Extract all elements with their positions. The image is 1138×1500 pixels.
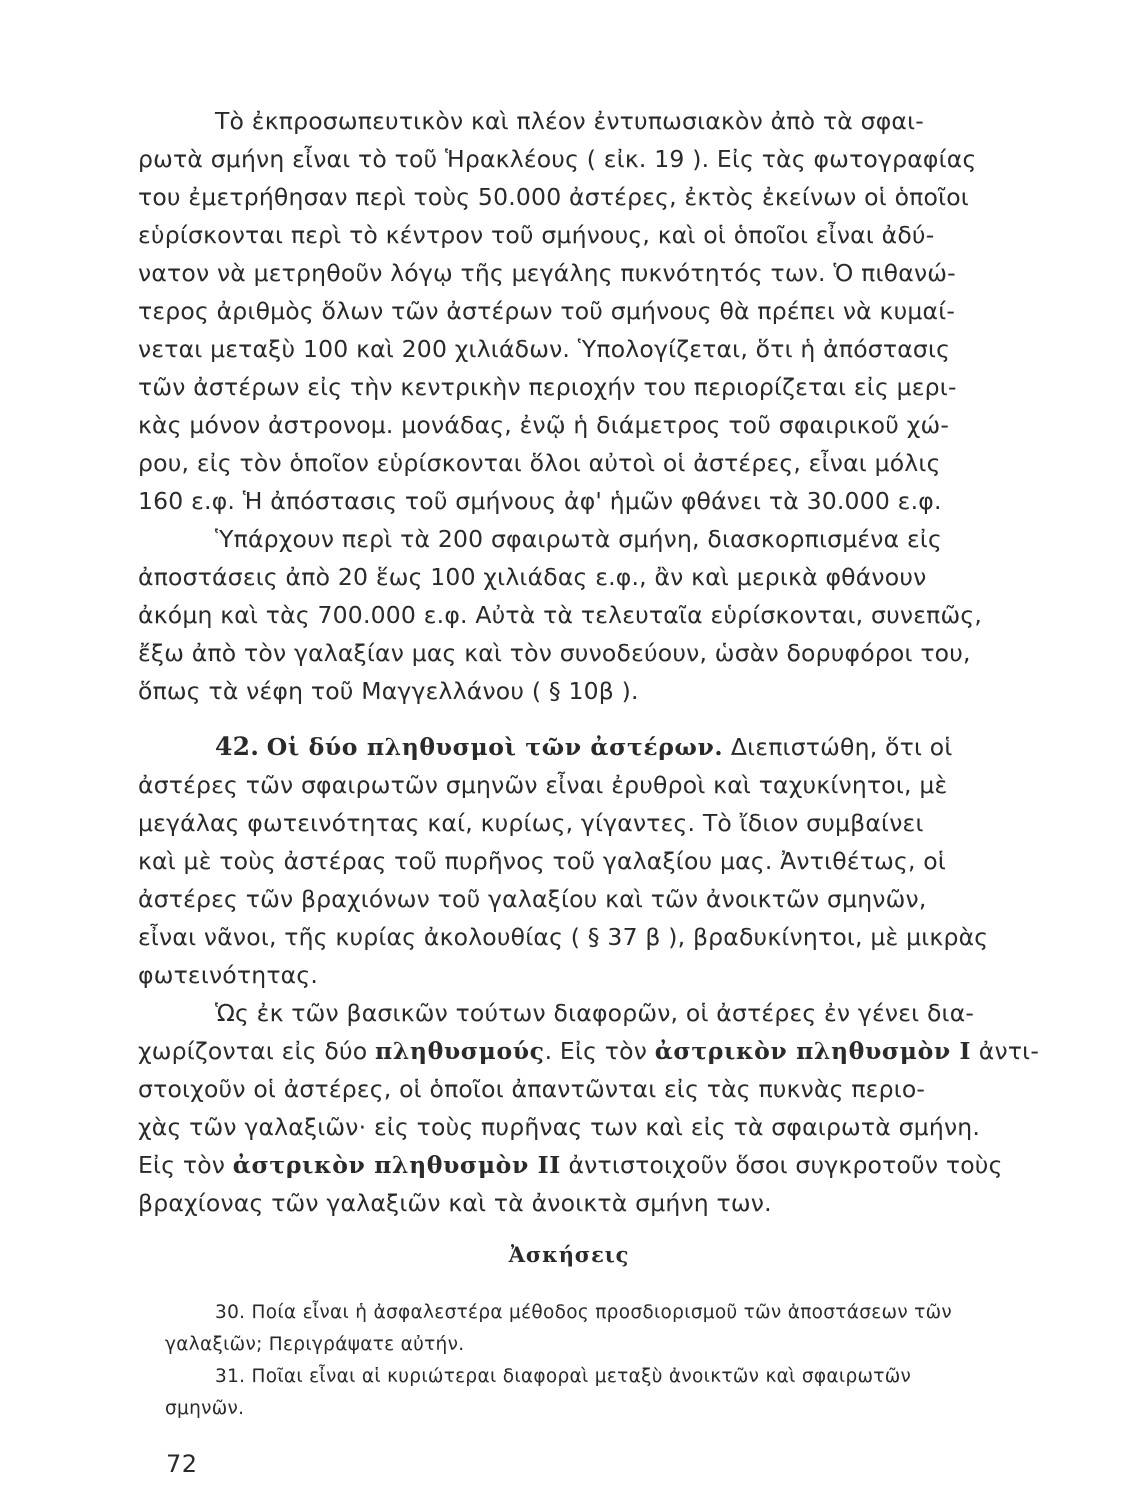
section-title: Οἱ δύο πληθυσμοὶ τῶν ἀστέρων. — [266, 733, 724, 761]
text-line: ἔξω ἀπὸ τὸν γαλαξίαν μας καὶ τὸν συνοδεύουν, ὡσὰν δορυφόροι του, — [138, 639, 971, 667]
bold-term: ἀστρικὸν πληθυσμὸν Ι — [654, 1037, 972, 1065]
section-number: 42. — [215, 732, 260, 761]
text-line — [138, 1034, 1040, 1068]
text-line: τῶν ἀστέρων εἰς τὴν κεντρικὴν περιοχήν του περιορίζεται εἰς μερι- — [138, 373, 957, 401]
text-line: κὰς μόνον ἀστρονομ. μονάδας, ἐνῷ ἡ διάμετρος τοῦ σφαιρικοῦ χώ- — [138, 411, 950, 439]
text-line: Τὸ ἐκπροσωπευτικὸν καὶ πλέον ἐντυπωσιακὸν ἀπὸ τὰ σφαι- — [215, 107, 924, 135]
text-span: ἀντι- — [971, 1037, 1040, 1065]
text-line: Ὡς ἐκ τῶν βασικῶν τούτων διαφορῶν, οἱ ἀστέρες ἐν γένει δια- — [215, 999, 975, 1027]
text-line: του ἐμετρήθησαν περὶ τοὺς 50.000 ἀστέρες, ἐκτὸς ἐκείνων οἱ ὁποῖοι — [138, 183, 969, 211]
text-line: ὅπως τὰ νέφη τοῦ Μαγγελλάνου ( § 10β ). — [138, 677, 639, 705]
text-span: Εἰς τὸν — [138, 1151, 233, 1179]
text-line: φωτεινότητας. — [138, 961, 319, 989]
bold-term: ἀστρικὸν πληθυσμὸν ΙΙ — [232, 1151, 561, 1179]
exercise-line: σμηνῶν. — [165, 1398, 245, 1419]
text-span: ἀντιστοιχοῦν ὅσοι συγκροτοῦν τοὺς — [560, 1151, 1003, 1179]
text-line: ἀποστάσεις ἀπὸ 20 ἕως 100 χιλιάδας ε.φ., ἂν καὶ μερικὰ φθάνουν — [138, 563, 927, 591]
text-line: στοιχοῦν οἱ ἀστέρες, οἱ ὁποῖοι ἀπαντῶνται εἰς τὰς πυκνὰς περιο- — [138, 1075, 926, 1103]
text-line: καὶ μὲ τοὺς ἀστέρας τοῦ πυρῆνος τοῦ γαλαξίου μας. Ἀντιθέτως, οἱ — [138, 847, 947, 875]
exercise-line: 30. Ποία εἶναι ἡ ἀσφαλεστέρα μέθοδος προσδιορισμοῦ τῶν ἀποστάσεων τῶν — [215, 1302, 953, 1323]
text-line: μεγάλας φωτεινότητας καί, κυρίως, γίγαντες. Τὸ ἴδιον συμβαίνει — [138, 809, 924, 837]
text-line: ἀκόμη καὶ τὰς 700.000 ε.φ. Αὐτὰ τὰ τελευταῖα εὑρίσκονται, συνεπῶς, — [138, 601, 983, 629]
text-line: εὑρίσκονται περὶ τὸ κέντρον τοῦ σμήνους, καὶ οἱ ὁποῖοι εἶναι ἀδύ- — [138, 221, 935, 249]
text-line: ἀστέρες τῶν σφαιρωτῶν σμηνῶν εἶναι ἐρυθροὶ καὶ ταχυκίνητοι, μὲ — [138, 771, 948, 799]
text-line: εἶναι νᾶνοι, τῆς κυρίας ἀκολουθίας ( § 37 β ), βραδυκίνητοι, μὲ μικρὰς — [138, 923, 989, 951]
exercise-line: 31. Ποῖαι εἶναι αἱ κυριώτεραι διαφοραὶ μεταξὺ ἀνοικτῶν καὶ σφαιρωτῶν — [215, 1366, 912, 1387]
text-line — [138, 1148, 1018, 1182]
bold-term: πληθυσμούς — [375, 1037, 545, 1065]
text-line: νατον νὰ μετρηθοῦν λόγῳ τῆς μεγάλης πυκνότητός των. Ὁ πιθανώ- — [138, 259, 956, 287]
heading-line-text: Διεπιστώθη, ὅτι οἱ — [730, 733, 953, 761]
text-line: ρωτὰ σμήνη εἶναι τὸ τοῦ Ἡρακλέους ( εἰκ. 19 ). Εἰς τὰς φωτογραφίας — [138, 145, 977, 173]
text-span: χωρίζονται εἰς δύο — [138, 1037, 376, 1065]
text-line: βραχίονας τῶν γαλαξιῶν καὶ τὰ ἀνοικτὰ σμήνη των. — [138, 1189, 772, 1217]
text-span: . Εἰς τὸν — [544, 1037, 655, 1065]
page-number: 72 — [166, 1450, 198, 1478]
exercises-title: Ἀσκήσεις — [508, 1242, 630, 1267]
text-line: ἀστέρες τῶν βραχιόνων τοῦ γαλαξίου καὶ τῶν ἀνοικτῶν σμηνῶν, — [138, 885, 927, 913]
section-heading-line — [215, 730, 1018, 764]
text-line: 160 ε.φ. Ἡ ἀπόστασις τοῦ σμήνους ἀφ' ἡμῶν φθάνει τὰ 30.000 ε.φ. — [138, 487, 942, 515]
text-line: τερος ἀριθμὸς ὅλων τῶν ἀστέρων τοῦ σμήνους θὰ πρέπει νὰ κυμαί- — [138, 297, 956, 325]
text-line: Ὑπάρχουν περὶ τὰ 200 σφαιρωτὰ σμήνη, διασκορπισμένα εἰς — [215, 525, 943, 553]
exercise-line: γαλαξιῶν; Περιγράψατε αὐτήν. — [165, 1334, 465, 1355]
text-line: χὰς τῶν γαλαξιῶν· εἰς τοὺς πυρῆνας των καὶ εἰς τὰ σφαιρωτὰ σμήνη. — [138, 1113, 981, 1141]
text-line: ρου, εἰς τὸν ὁποῖον εὑρίσκονται ὅλοι αὐτοὶ οἱ ἀστέρες, εἶναι μόλις — [138, 449, 941, 477]
text-line: νεται μεταξὺ 100 καὶ 200 χιλιάδων. Ὑπολογίζεται, ὅτι ἡ ἀπόστασις — [138, 335, 951, 363]
